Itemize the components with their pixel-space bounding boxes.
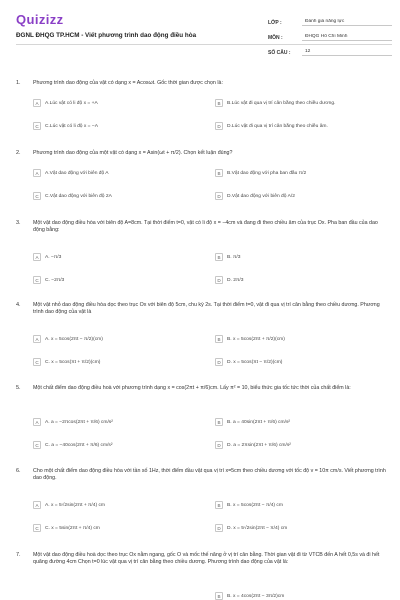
option-letter-box: C [33, 276, 41, 284]
option-d[interactable] [215, 192, 295, 200]
option-text: C. −2π/3 [45, 277, 65, 283]
option-text: A. −π/3 [45, 254, 62, 260]
option-b[interactable] [215, 501, 283, 509]
question-text: Phương trình dao động của một vật có dạng x = Asin(ωt + π/2). Chọn kết luận đúng? [33, 150, 233, 156]
question-text: Một chất điểm dao động điều hoà với phương trình dạng x = cos(2πt + π/6)cm. Lấy π² = 10, biểu thức gia tốc tức thời của chất điểm là: [33, 385, 351, 391]
question-4 [16, 302, 388, 374]
option-letter-box: A [33, 169, 41, 177]
option-letter-box: C [33, 192, 41, 200]
question-number: 5. [16, 385, 21, 391]
option-text: C. a = −40cos(2πt + π/6) cm/s² [45, 442, 113, 448]
option-letter-box: B [215, 253, 223, 261]
option-b[interactable] [215, 418, 290, 426]
meta-row-class [268, 14, 392, 26]
option-text: A. a = −2πcos(2πt + π/6) cm/s² [45, 419, 113, 425]
question-7 [16, 552, 388, 600]
option-text: C. x = 5sin(2πt + π/4) cm [45, 525, 100, 531]
option-a[interactable] [33, 501, 105, 509]
option-b[interactable] [215, 99, 335, 107]
option-letter-box: C [33, 524, 41, 532]
option-a[interactable] [33, 335, 103, 343]
option-letter-box: D [215, 524, 223, 532]
option-text: D. x = 5√2sin(2πt − π/4) cm [227, 525, 288, 531]
option-a[interactable] [33, 169, 109, 177]
question-text: Cho một chất điểm dao động điều hòa với tần số 1Hz, thời điểm đầu vật qua vị trí x=5cm theo chiều dương với tốc độ v = 10π cm/s. Viết phương trình dao động. [33, 468, 386, 482]
option-text: B. x = 4cos(2πt − 3π/2)cm [227, 593, 285, 599]
option-text: A. x = 5√2sin(2πt + π/4) cm [45, 502, 105, 508]
option-b[interactable] [215, 253, 240, 261]
option-text: B. x = 5cos(2πt − π/4) cm [227, 502, 283, 508]
option-letter-box: C [33, 441, 41, 449]
meta-row-subject [268, 29, 392, 41]
option-c[interactable] [33, 192, 112, 200]
meta-info [268, 14, 392, 59]
option-c[interactable] [33, 524, 100, 532]
question-text: Một vật dao động điều hoà dọc theo trục Ox nằm ngang, gốc O và mốc thế năng ở vị trí cân bằng. Thời gian vật đi từ VTCB đến A hết 0,5s và đi hết quãng đường 4cm Chọn t=0 lúc vật qua vị trí cân bằng theo chiều dương. Phương trình dao động của vật là: [33, 552, 380, 566]
option-text: D. a = 2πsin(2πt + π/6) cm/s² [227, 442, 291, 448]
option-d[interactable] [215, 441, 291, 449]
option-c[interactable] [33, 358, 100, 366]
question-3 [16, 220, 388, 292]
meta-row-count [268, 44, 392, 56]
question-number: 3. [16, 220, 21, 226]
option-text: A.Lúc vật có li độ x = +A [45, 100, 98, 106]
question-number: 4. [16, 302, 21, 308]
question-text: Phương trình dao động của vật có dạng x = Acosωt. Gốc thời gian được chọn là: [33, 80, 223, 86]
option-text: D. x = 5cos(πt − π/2)(cm) [227, 359, 283, 365]
option-text: C.Lúc vật có li độ x = −A [45, 123, 99, 129]
option-c[interactable] [33, 276, 64, 284]
question-6 [16, 468, 388, 540]
option-letter-box: D [215, 358, 223, 366]
option-text: B.Lúc vật đi qua vị trí cân bằng theo chiều dương. [227, 100, 336, 106]
option-letter-box: B [215, 169, 223, 177]
option-letter-box: A [33, 501, 41, 509]
header-divider [16, 44, 392, 45]
option-text: A.Vật dao động với biên độ A [45, 170, 109, 176]
question-number: 6. [16, 468, 21, 474]
option-text: B. x = 5cos(2πt + π/2)(cm) [227, 336, 285, 342]
option-d[interactable] [215, 524, 287, 532]
meta-label: LỚP : [268, 20, 282, 26]
option-letter-box: B [215, 99, 223, 107]
option-letter-box: B [215, 592, 223, 600]
option-text: C.Vật dao động với biên độ 2A [45, 193, 112, 199]
meta-label: SỐ CÂU : [268, 50, 291, 56]
question-1 [16, 80, 388, 140]
option-text: D.Vật dao động với biên độ A/2 [227, 193, 295, 199]
option-text: D.Lúc vật đi qua vị trí cân bằng theo chiều âm. [227, 123, 328, 129]
option-letter-box: A [33, 253, 41, 261]
option-b[interactable] [215, 335, 285, 343]
option-c[interactable] [33, 441, 113, 449]
option-text: B. π/3 [227, 254, 241, 260]
question-2 [16, 150, 388, 210]
question-text: Một vật dao động điều hòa với biên độ A=8cm. Tại thời điểm t=0, vật có li độ x = −4cm và đang đi theo chiều âm của trục Ox. Pha ban đầu của dao động bằng: [33, 220, 378, 234]
option-letter-box: D [215, 276, 223, 284]
option-a[interactable] [33, 99, 98, 107]
option-a[interactable] [33, 418, 113, 426]
option-letter-box: D [215, 192, 223, 200]
option-a[interactable] [33, 253, 61, 261]
option-letter-box: C [33, 358, 41, 366]
option-d[interactable] [215, 358, 282, 366]
option-letter-box: D [215, 122, 223, 130]
option-letter-box: A [33, 99, 41, 107]
document-title: ĐGNL ĐHQG TP.HCM - Viết phương trình dao động điều hòa [16, 32, 197, 39]
question-5 [16, 385, 388, 457]
meta-label: MÔN : [268, 35, 283, 41]
option-c[interactable] [33, 122, 98, 130]
option-b[interactable] [215, 169, 306, 177]
meta-value: Đánh giá năng lực [302, 19, 392, 26]
question-text: Một vật nhỏ dao động điều hòa dọc theo trục Ox với biên độ 5cm, chu kỳ 2s. Tại thời điểm t=0, vật đi qua vị trí cân bằng theo chiều dương. Phương trình dao động của vật là [33, 302, 380, 316]
question-number: 2. [16, 150, 21, 156]
meta-value: 12 [302, 49, 392, 56]
option-d[interactable] [215, 276, 243, 284]
question-number: 7. [16, 552, 21, 558]
option-letter-box: C [33, 122, 41, 130]
option-text: D. 2π/3 [227, 277, 244, 283]
option-letter-box: B [215, 418, 223, 426]
quizizz-logo: Quizizz [16, 12, 64, 27]
option-text: B. a = 40sin(2πt + π/6) cm/s² [227, 419, 291, 425]
option-text: A. x = 5cos(2πt − π/2)(cm) [45, 336, 103, 342]
option-d[interactable] [215, 122, 328, 130]
option-b[interactable] [215, 592, 284, 600]
meta-value: ĐHQG Hồ Chí Minh [302, 34, 392, 41]
option-text: C. x = 5cos(πt + π/2)(cm) [45, 359, 101, 365]
option-letter-box: D [215, 441, 223, 449]
option-text: B.Vật dao động với pha ban đầu π/2 [227, 170, 307, 176]
option-letter-box: B [215, 501, 223, 509]
option-letter-box: A [33, 418, 41, 426]
option-letter-box: A [33, 335, 41, 343]
option-letter-box: B [215, 335, 223, 343]
question-number: 1. [16, 80, 21, 86]
